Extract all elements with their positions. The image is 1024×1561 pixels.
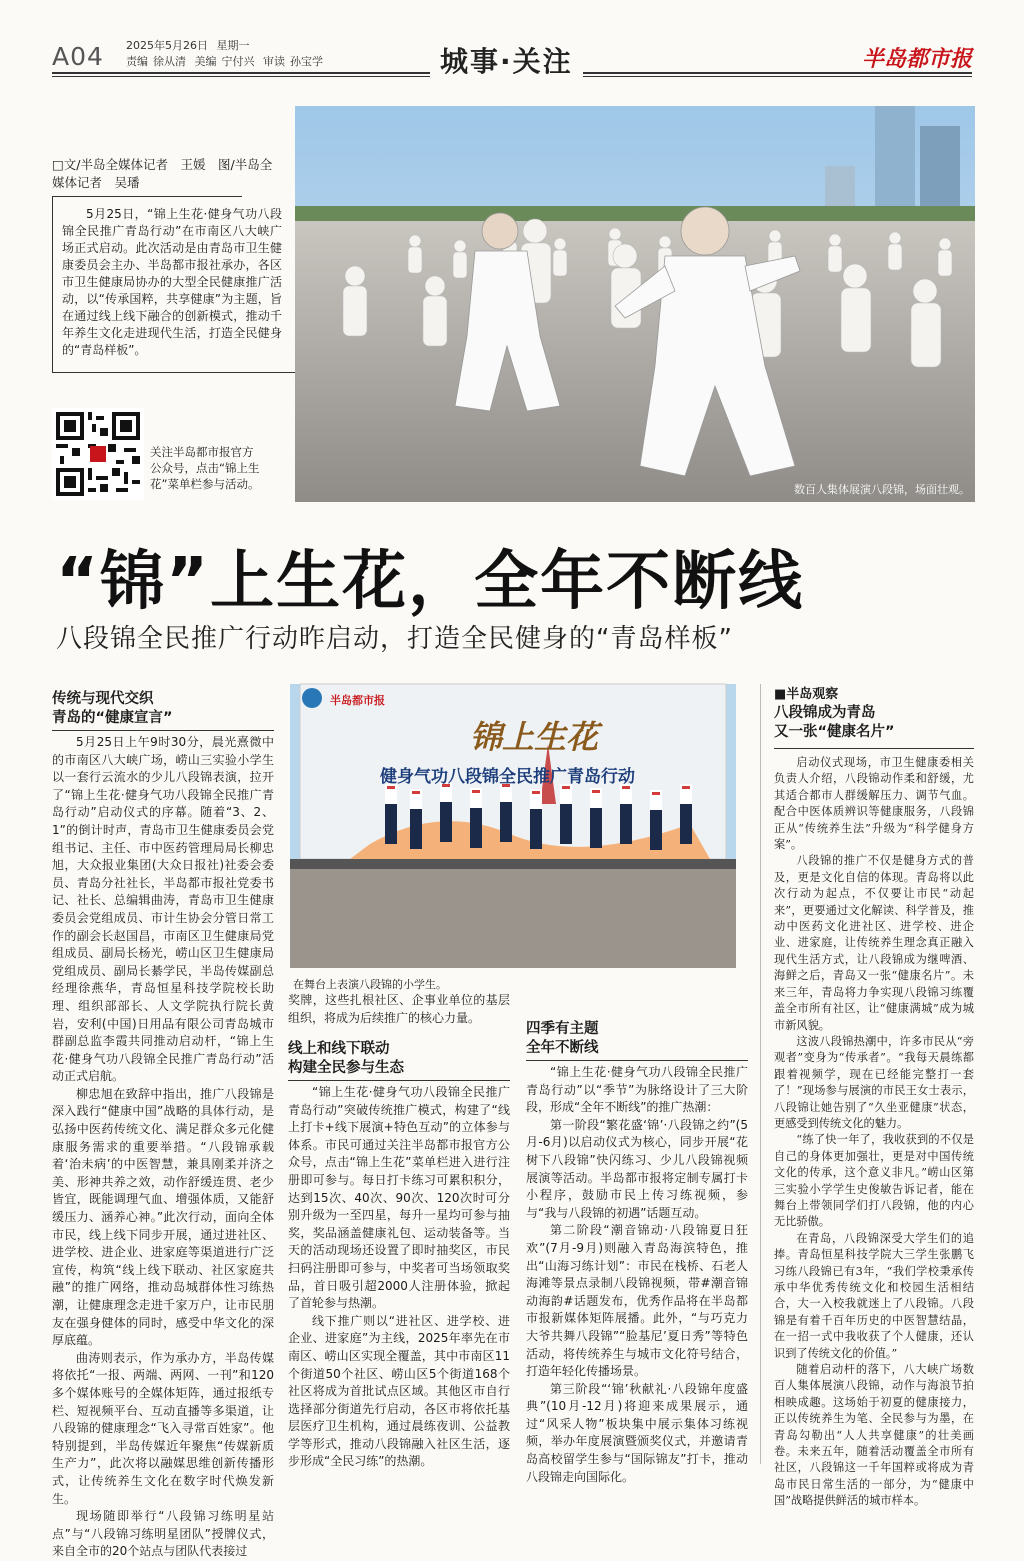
col3-paragraph: 第一阶段“繁花盛‘锦’·八段锦之约”(5月-6月)以启动仪式为核心，同步开展“花树下八段锦”快闪练习、少儿八段锦视频展演等活动。半岛都市报将定制专属打卡小程序，鼓励市民上传习练视频，参与“我与八段锦的初遇”话题互动。 <box>526 1117 748 1220</box>
col3-heading-line1: 四季有主题 <box>526 1021 599 1037</box>
editor-name: 徐从清 <box>153 55 186 68</box>
editor-label: 责编 <box>126 55 148 68</box>
col3-paragraph: “锦上生花·健身气功八段锦全民推广青岛行动”以“季节”为脉络设计了三大阶段，形成“全年不断线”的推广热潮： <box>526 1065 748 1115</box>
col1-paragraph: 现场随即举行“八段锦习练明星站点”与“八段锦习练明星团队”授牌仪式，来自全市的20个站点与团队代表接过 <box>52 1509 274 1559</box>
col4-paragraph: 随着启动杆的落下，八大峡广场数百人集体展演八段锦，动作与海浪节拍相映成趣。这场始于初夏的健康接力，正以传统养生为笔、全民参与为墨，在青岛勾勒出“人人共享健康”的壮美画卷。未来五年，随着活动覆盖全市所有社区，八段锦这一千年国粹或将成为青岛市民日常生活的一部分，为“健康中国”战略提供鲜活的城市样本。 <box>774 1363 974 1508</box>
headline: “锦”上生花，全年不断线 <box>56 545 805 619</box>
section-title: 城事·关注 <box>430 40 583 80</box>
commentary-column <box>774 686 974 1510</box>
col2-body <box>288 1084 510 1471</box>
review-label: 审读 <box>263 55 285 68</box>
col1-rule <box>52 730 274 731</box>
art-label: 美编 <box>194 55 217 68</box>
col3-paragraph: 第二阶段“潮音锦动·八段锦夏日狂欢”(7月-9月)则融入青岛海滨特色，推出“山海习练计划”：市民在栈桥、石老人海滩等景点录制八段锦视频，带#潮音锦动海韵#话题发布，优秀作品将在半岛都市报新媒体矩阵展播。此外，“与巧克力大爷共舞八段锦”“脸基尼’夏日秀”等特色活动，将传统养生与城市文化符号结合，打造年轻化传播场景。 <box>526 1223 748 1379</box>
col2-heading-line2: 构建全民参与生态 <box>288 1060 404 1076</box>
col2-heading <box>288 1040 508 1078</box>
review-name: 孙宝学 <box>290 55 323 68</box>
col3-rule <box>526 1060 748 1061</box>
qr-instructions: 关注半岛都市报官方公众号，点击“锦上生花”菜单栏参与活动。 <box>150 445 260 491</box>
header-date: 2025年5月26日 <box>126 39 208 52</box>
col4-heading <box>774 704 974 742</box>
commentary-label: ■半岛观察 <box>774 687 839 702</box>
col4-heading-line1: 八段锦成为青岛 <box>774 705 876 721</box>
col2-paragraph: “锦上生花·健身气功八段锦全民推广青岛行动”突破传统推广模式，构建了“线上打卡+线下展演+特色互动”的立体参与体系。市民可通过关注半岛都市报官方公众号，点击“锦上生花”菜单栏进入进行注册即可参与。每日打卡练习可累积积分，达到15次、40次、90次、120次时可分别升级为一至四星，每升一星均可参与抽奖，奖品涵盖健康礼包、运动装备等。当天的活动现场还设置了即时抽奖区，市民扫码注册即可参与，中奖者可当场领取奖品，首日吸引超2000人注册体验，掀起了首轮参与热潮。 <box>288 1085 510 1311</box>
main-photo <box>295 106 975 502</box>
col2-paragraph: 奖牌，这些扎根社区、企事业单位的基层组织，将成为后续推广的核心力量。 <box>288 993 510 1025</box>
col2-rule <box>288 1080 510 1081</box>
stage-photo-caption: 在舞台上表演八段锦的小学生。 <box>293 978 447 991</box>
byline: □文/半岛全媒体记者 王媛 图/半岛全媒体记者 吴璠 <box>52 157 273 190</box>
stage-title: 健身气功八段锦全民推广青岛行动 <box>380 767 635 787</box>
col4-paragraph: 这波八段锦热潮中，许多市民从“旁观者”变身为“传承者”。“我每天晨练都跟着视频学，现在已经能完整打一套了！”现场参与展演的市民王女士表示，八段锦让她告别了“久坐亚健康”状态，更感受到传统文化的魅力。 <box>774 1034 974 1130</box>
col4-paragraph: 八段锦的推广不仅是健身方式的普及，更是文化自信的体现。青岛将以此次行动为起点，不仅要让市民“动起来”，更要通过文化解读、科学普及，推动中医药文化进社区、进学校、进企业、进家庭，让传统养生理念真正融入现代生活方式，让八段锦成为继啤酒、海鲜之后，青岛又一张“健康名片”。未来三年，青岛将力争实现八段锦习练覆盖全市所有社区，让“健康满城”成为城市新风貌。 <box>774 854 974 1032</box>
col4-paragraph: “练了快一年了，我收获到的不仅是自己的身体更加强壮，更是对中国传统文化的传承，这个意义非凡。”崂山区第三实验小学学生史俊敏告诉记者，能在舞台上带领同学们打八段锦，他的内心无比骄傲。 <box>774 1133 974 1229</box>
col4-paragraph: 启动仪式现场，市卫生健康委相关负责人介绍，八段锦动作柔和舒缓，尤其适合都市人群缓解压力、调节气血。配合中医体质辨识等健康服务，八段锦正从“传统养生法”升级为“科学健身方案”。 <box>774 756 974 852</box>
col4-rule <box>774 748 974 749</box>
intro-rule <box>52 372 296 373</box>
stage-title-art: 锦上生花 <box>470 718 599 756</box>
column-divider <box>760 684 761 1464</box>
art-name: 宁付兴 <box>221 55 255 68</box>
col3-paragraph: 第三阶段“‘锦’秋献礼·八段锦年度盛典”(10月-12月)将迎来成果展示，通过“风采人物”板块集中展示集体习练视频，举办年度展演暨颁奖仪式，并邀请青岛高校留学生参与“国际锦友”打卡，推动八段锦走向国际化。 <box>526 1381 748 1484</box>
col1-paragraph: 曲涛则表示，作为承办方，半岛传媒将依托“一报、两端、两网、一刊”和120多个媒体账号的全媒体矩阵，通过报纸专栏、短视频平台、互动直播等多渠道，让八段锦的健康理念“飞入寻常百姓家”。他特别提到，半岛传媒近年聚焦“传媒新质生产力”，此次将以融媒思维创新传播形式，让传统养生文化在数字时代焕发新生。 <box>52 1350 274 1506</box>
stage-photo <box>290 684 736 968</box>
col2-lead <box>288 992 510 1027</box>
header-weekday: 星期一 <box>216 39 250 52</box>
page-number: A04 <box>52 42 104 71</box>
col1-paragraph: 柳忠旭在致辞中指出，推广八段锦是深入践行“健康中国”战略的具体行动，是弘扬中医药传统文化、满足群众多元化健康服务需求的重要举措。“八段锦承载着‘治未病’的中医智慧，兼具刚柔并济之美、形神共养之效，动作舒缓连贯、老少皆宜，既能调理气血、增强体质，又能舒缓压力、涵养心神。”此次行动，面向全体市民，线上线下同步开展，通过进社区、进学校、进企业、进家庭等渠道进行广泛宣传，构筑“线上线下联动、社区家庭共融”的推广网络，推动岛城群体性习练热潮，让健康理念走进千家万户，让市民朋友在强身健体的同时，感受中华文化的深厚底蕴。 <box>52 1086 274 1348</box>
col1-heading-line1: 传统与现代交织 <box>52 691 154 707</box>
col4-body <box>774 755 974 1510</box>
col2-paragraph: 线下推广则以“进社区、进学校、进企业、进家庭”为主线，2025年率先在市南区、崂山区实现全覆盖，其中市南区11个街道50个社区、崂山区5个街道168个社区将成为首批试点区域。其他区市自行选择部分街道先行启动，各区市将依托基层医疗卫生机构，通过晨练夜训、公益教学等形式，推动八段锦融入社区生活，逐步形成“全民习练”的热潮。 <box>288 1313 510 1469</box>
header-meta <box>126 38 328 70</box>
intro-text: 5月25日，“锦上生花·健身气功八段锦全民推广青岛行动”在市南区八大峡广场正式启动。此次活动是由青岛市卫生健康委员会主办、半岛都市报社承办，各区市卫生健康局协办的大型全民健康推广活动，以“传承国粹，共享健康”为主题，旨在通过线上线下融合的创新模式，推动千年养生文化走进现代生活，打造全民健身的“青岛样板”。 <box>62 207 282 357</box>
col1-heading <box>52 690 272 728</box>
col3-body <box>526 1064 748 1486</box>
qr-code-icon <box>52 408 144 500</box>
col1-paragraph: 5月25日上午9时30分，晨光熹微中的市南区八大峡广场，崂山三实验小学生以一套行云流水的少儿八段锦表演，拉开了“锦上生花·健身气功八段锦全民推广青岛行动”启动仪式的序幕。随着“3、2、1”的倒计时声，青岛市卫生健康委员会党组书记、主任、市中医药管理局局长柳忠旭，大众报业集团(大众日报社)社委会委员、青岛分社社长，半岛都市报社党委书记、社长、总编辑曲涛，青岛市卫生健康委员会党组成员、市计生协会分管日常工作的副会长赵国昌，市南区卫生健康局党组成员、副局长杨光，崂山区卫生健康局党组成员、副局长綦学民，半岛传媒副总经理徐燕华，青岛恒星科技学院校长助理、组织部部长、人文学院执行院长黄岩，安利(中国)日用品有限公司青岛城市群副总监李霞共同推动启动杆，“锦上生花·健身气功八段锦全民推广青岛行动”活动正式启航。 <box>52 735 274 1084</box>
col4-heading-line2: 又一张“健康名片” <box>774 724 895 740</box>
newspaper-logo: 半岛都市报 <box>861 46 972 72</box>
col2-heading-line1: 线上和线下联动 <box>288 1041 390 1057</box>
main-photo-caption: 数百人集体展演八段锦，场面壮观。 <box>794 483 970 496</box>
col4-paragraph: 在青岛，八段锦深受大学生们的追捧。青岛恒星科技学院大三学生张鹏飞习练八段锦已有3年，“我们学校秉承传承中华优秀传统文化和校园生活相结合，大一入校我就迷上了八段锦。八段锦是有着千百年历史的中医智慧结晶，在一招一式中我收获了个人健康，还认识到了传统文化的价值。” <box>774 1231 974 1360</box>
subheadline: 八段锦全民推广行动昨启动，打造全民健身的“青岛样板” <box>56 624 733 654</box>
stage-brand: 半岛都市报 <box>330 694 385 707</box>
qr-code[interactable] <box>52 408 144 500</box>
col3-heading-line2: 全年不断线 <box>526 1040 599 1056</box>
col1-heading-line2: 青岛的“健康宣言” <box>52 710 173 726</box>
col1-body <box>52 734 274 1561</box>
col3-heading <box>526 1020 746 1058</box>
